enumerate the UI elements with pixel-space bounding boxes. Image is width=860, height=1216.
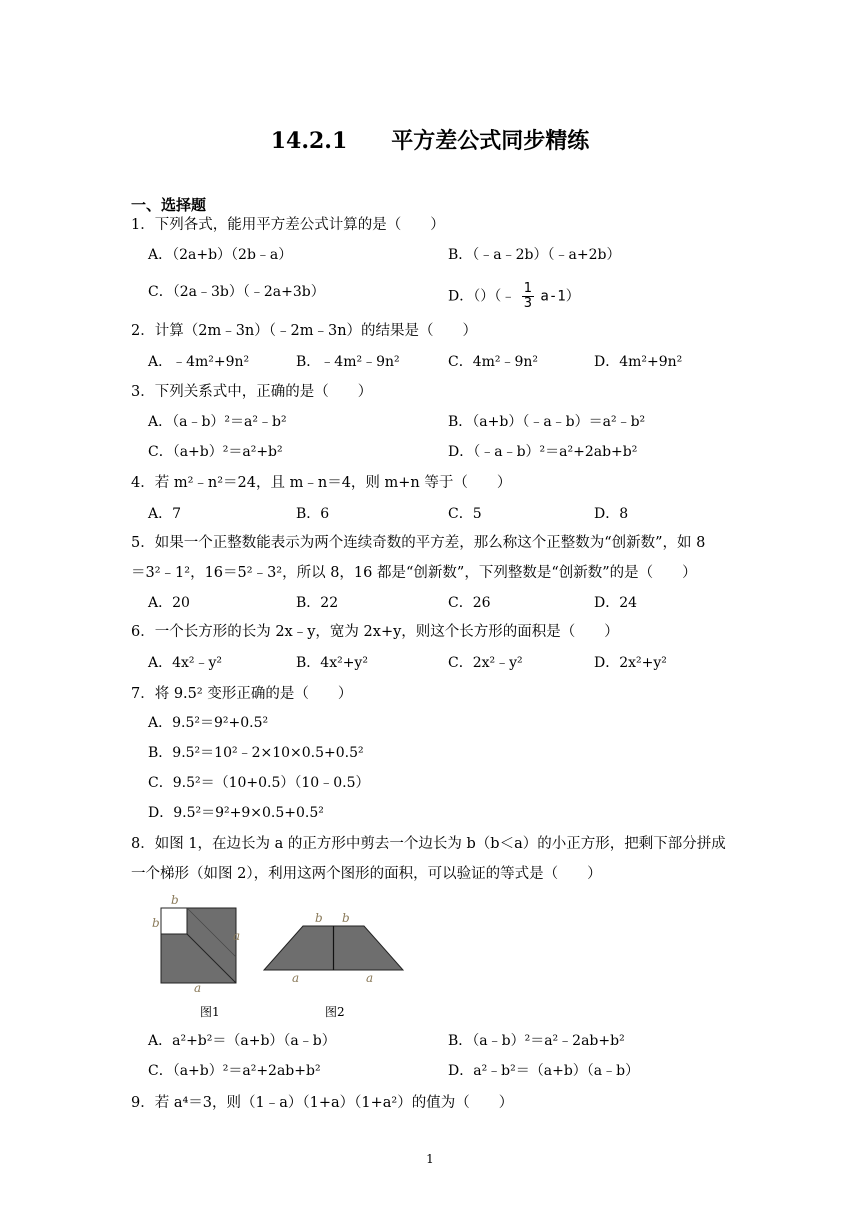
question-4-option-a: A．7: [148, 506, 182, 522]
question-2-option-c: C．4m²﹣9n²: [448, 354, 539, 370]
question-4-option-d: D．8: [594, 506, 629, 522]
question-7-option-c: C．9.5²＝（10+0.5）（10﹣0.5）: [148, 775, 370, 791]
question-3-option-a: A．（a﹣b）²＝a²﹣b²: [148, 414, 287, 430]
figure-1-a-bottom-label: a: [194, 981, 202, 995]
figure-2-b1-label: b: [315, 911, 323, 925]
question-3-option-c: C．（a+b）²＝a²+b²: [148, 444, 283, 460]
question-5-stem-line-1: 5．如果一个正整数能表示为两个连续奇数的平方差，那么称这个正整数为“创新数”，如 8: [131, 535, 706, 551]
question-1-option-a: A．（2a+b）（2b﹣a）: [148, 247, 293, 263]
question-5-option-a: A．20: [148, 595, 190, 611]
question-3-option-d: D．（﹣a﹣b）²＝a²+2ab+b²: [448, 444, 638, 460]
question-1-stem: 1．下列各式，能用平方差公式计算的是（ ）: [131, 217, 445, 233]
question-8-option-c: C．（a+b）²＝a²+2ab+b²: [148, 1063, 321, 1079]
question-9-stem: 9．若 a⁴＝3，则（1﹣a）（1+a）（1+a²）的值为（ ）: [131, 1095, 514, 1111]
figure-2-a2-label: a: [366, 971, 374, 985]
fraction-numerator: 1: [523, 281, 532, 296]
question-2-option-a: A．﹣4m²+9n²: [148, 354, 250, 370]
question-1-option-d: [448, 282, 580, 311]
question-6-stem: 6．一个长方形的长为 2x﹣y，宽为 2x+y，则这个长方形的面积是（ ）: [131, 624, 619, 640]
question-7-stem: 7．将 9.5² 变形正确的是（ ）: [131, 686, 353, 702]
question-7-option-b: B．9.5²＝10²﹣2×10×0.5+0.5²: [148, 745, 364, 761]
question-3-stem: 3．下列关系式中，正确的是（ ）: [131, 384, 373, 400]
question-8-stem-line-2: 一个梯形（如图 2），利用这两个图形的面积，可以验证的等式是（ ）: [131, 866, 602, 882]
figure-1-b-left-label: b: [152, 916, 160, 930]
question-8-option-a: A．a²+b²＝（a+b）（a﹣b）: [148, 1033, 336, 1049]
question-4-option-b: B．6: [296, 506, 330, 522]
question-8-stem-line-1: 8．如图 1，在边长为 a 的正方形中剪去一个边长为 b（b＜a）的小正方形，把剩下部分拼成: [131, 836, 726, 852]
question-2-stem: 2．计算（2m﹣3n）（﹣2m﹣3n）的结果是（ ）: [131, 323, 478, 339]
question-1-option-b: B．（﹣a﹣2b）（﹣a+2b）: [448, 247, 621, 263]
option-d-prefix: D．（）（﹣: [448, 288, 516, 305]
question-8-option-d: D．a²﹣b²＝（a+b）（a﹣b）: [448, 1063, 640, 1079]
figure-2-b2-label: b: [342, 911, 350, 925]
question-2-option-d: D．4m²+9n²: [594, 354, 683, 370]
question-1-option-c: C．（2a﹣3b）（﹣2a+3b）: [148, 284, 325, 300]
question-6-option-b: B．4x²+y²: [296, 655, 368, 671]
question-5-stem-line-2: ＝3²﹣1²，16＝5²﹣3²，所以 8，16 都是“创新数”，下列整数是“创新数”的是（ ）: [131, 565, 697, 581]
question-6-option-c: C．2x²﹣y²: [448, 655, 523, 671]
question-5-option-d: D．24: [594, 595, 638, 611]
fraction: [522, 282, 534, 311]
option-d-suffix: a-1）: [540, 288, 580, 305]
question-5-option-b: B．22: [296, 595, 339, 611]
question-6-option-d: D．2x²+y²: [594, 655, 667, 671]
figure-1-caption: 图1: [200, 1005, 220, 1019]
fraction-denominator: 3: [523, 296, 532, 311]
figure-2-trapezoid: [260, 920, 410, 975]
question-8-option-b: B．（a﹣b）²＝a²﹣2ab+b²: [448, 1033, 625, 1049]
question-4-stem: 4．若 m²﹣n²＝24，且 m﹣n＝4，则 m+n 等于（ ）: [131, 475, 512, 491]
figure-2-a1-label: a: [292, 971, 300, 985]
question-4-option-c: C．5: [448, 506, 482, 522]
figure-2-caption: 图2: [325, 1005, 345, 1019]
question-6-option-a: A．4x²﹣y²: [148, 655, 223, 671]
page-number: 1: [426, 1152, 434, 1166]
question-3-option-b: B．（a+b）（﹣a﹣b）＝a²﹣b²: [448, 414, 646, 430]
section-heading: 一、选择题: [131, 196, 207, 214]
question-5-option-c: C．26: [448, 595, 491, 611]
page-title: 14.2.1 平方差公式同步精练: [270, 128, 590, 154]
question-7-option-a: A．9.5²＝9²+0.5²: [148, 715, 269, 731]
question-2-option-b: B．﹣4m²﹣9n²: [296, 354, 400, 370]
figure-1-a-right-label: a: [233, 929, 241, 943]
figure-1-b-top-label: b: [171, 893, 179, 907]
question-7-option-d: D．9.5²＝9²+9×0.5+0.5²: [148, 805, 324, 821]
